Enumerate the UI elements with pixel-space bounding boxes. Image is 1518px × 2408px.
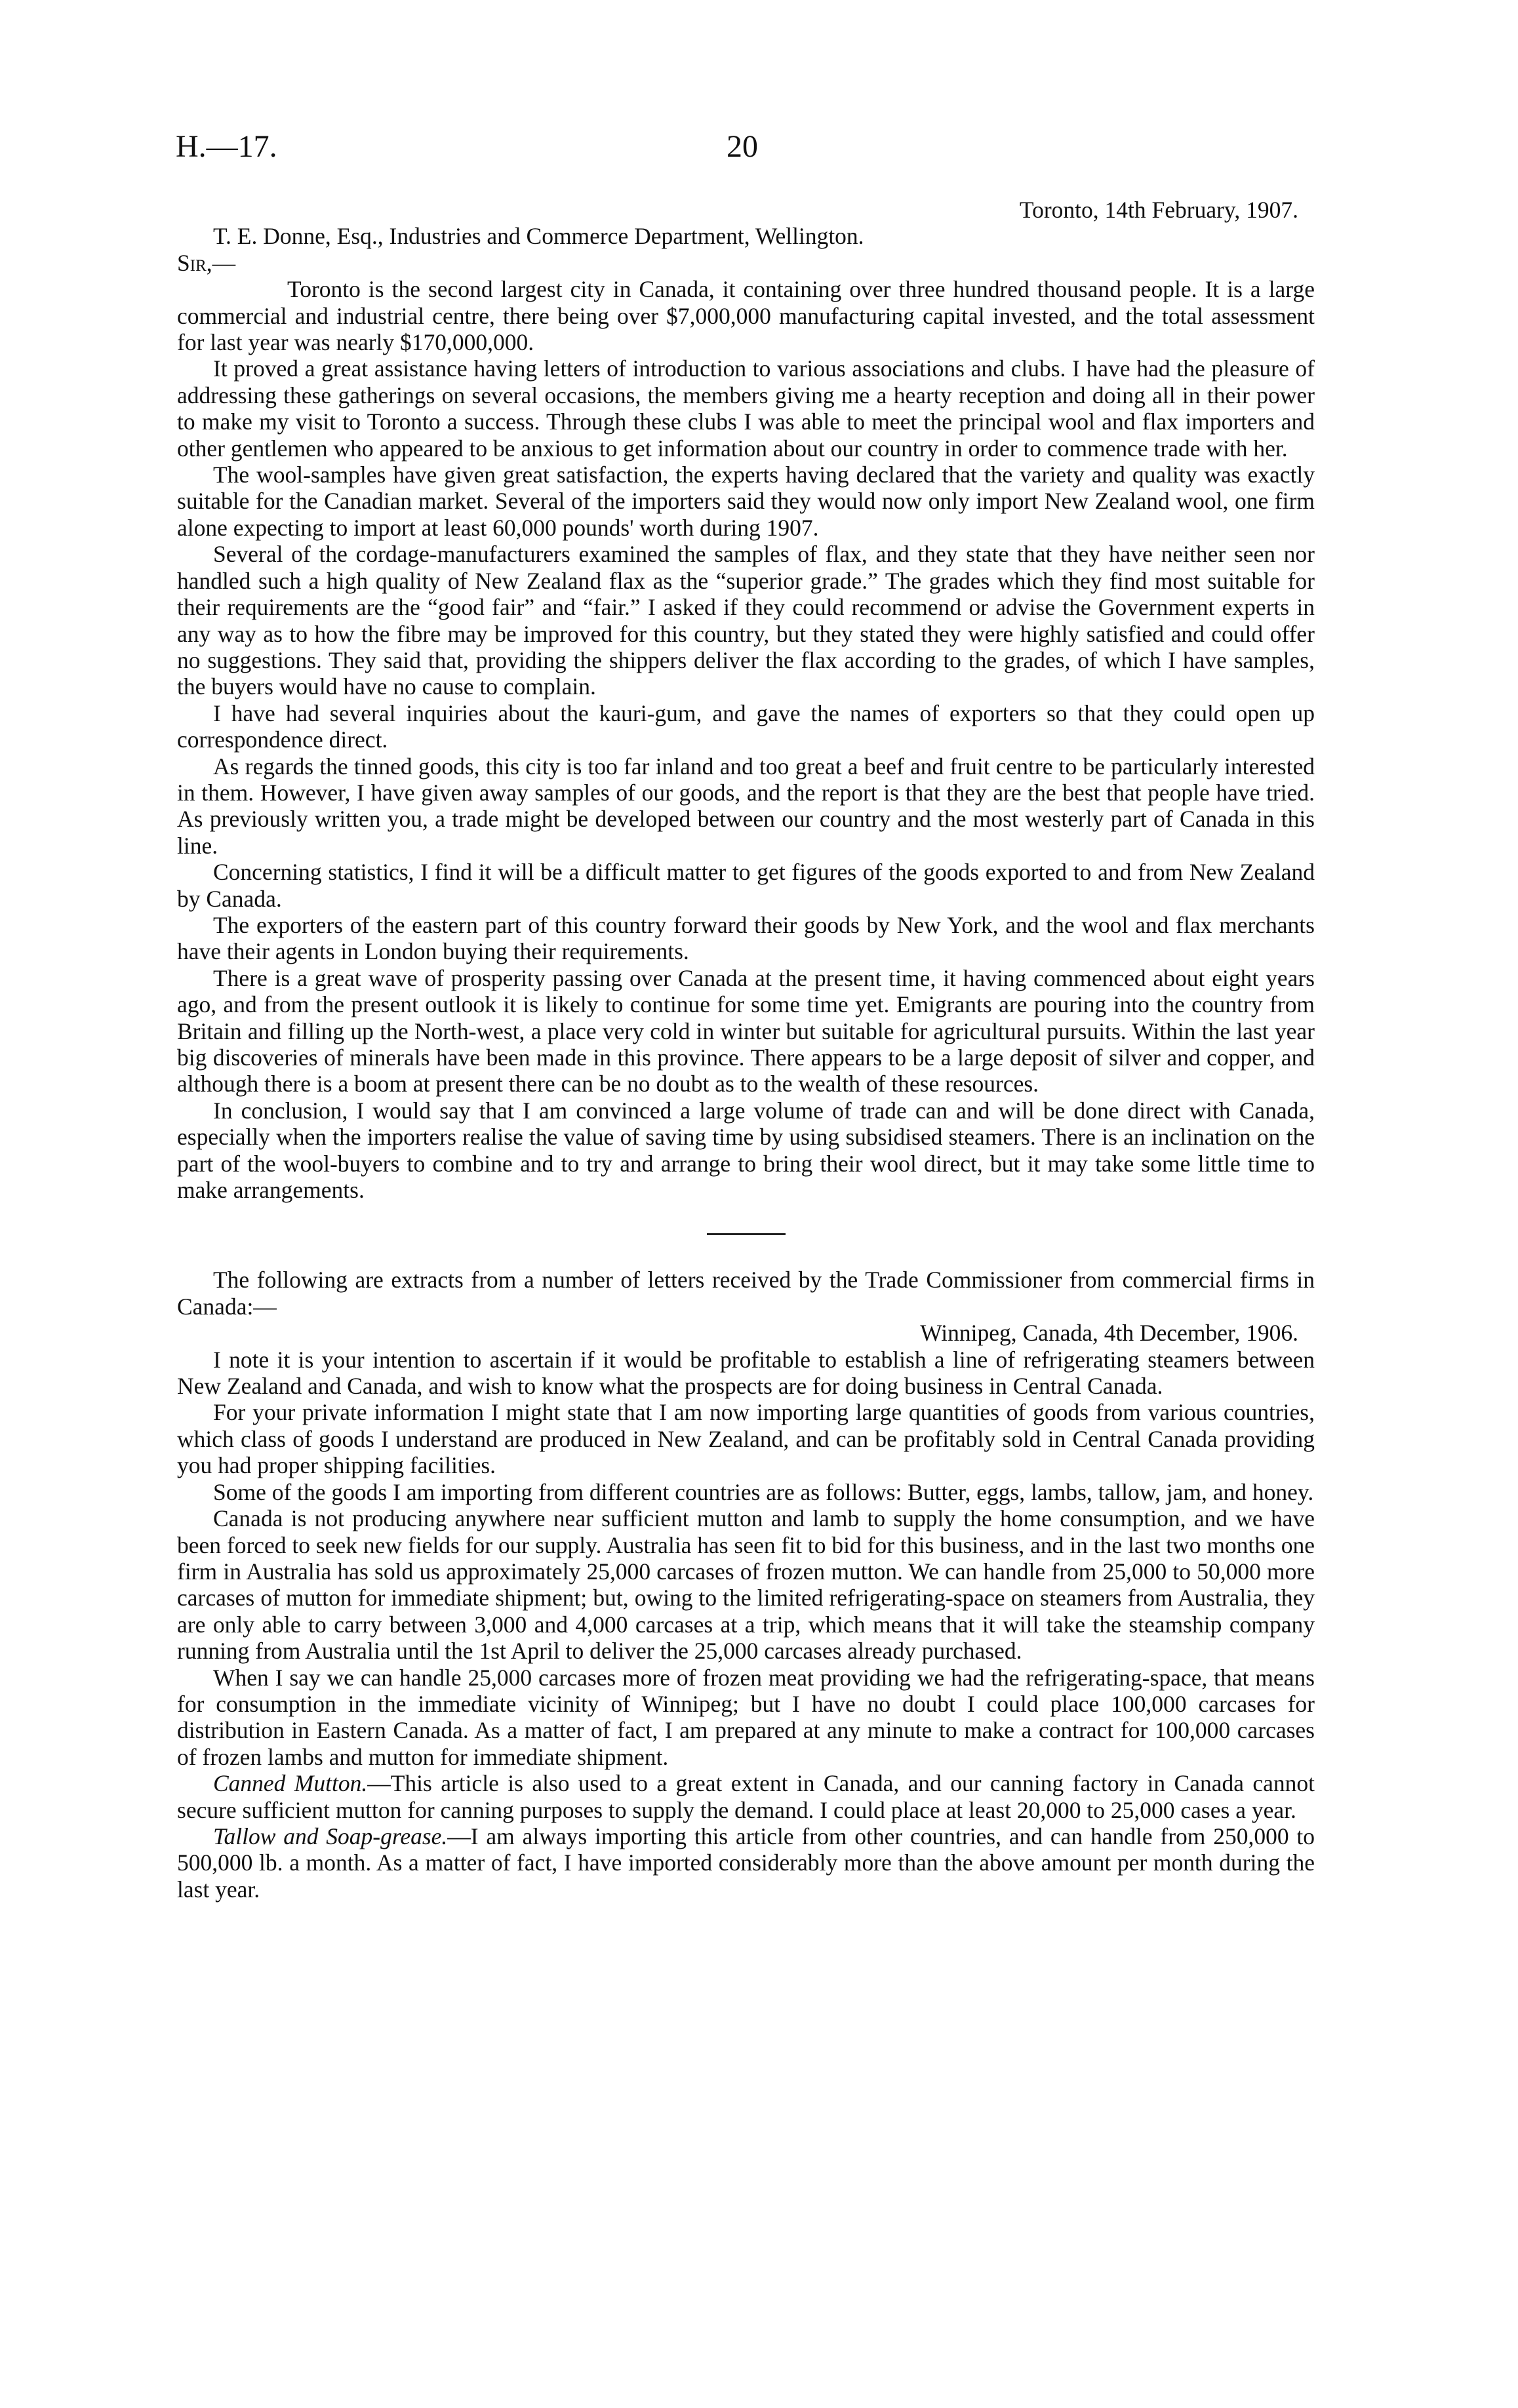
section-divider bbox=[707, 1233, 786, 1235]
paragraph: The wool-samples have given great satisfaction, the experts having declared that the variety and quality was exactly suitable for the Canadian market. Several of the importers said they would now only import New Zealand wool, one firm alone expecting to import at least 60,000 pounds' worth during 1907. bbox=[177, 462, 1315, 541]
paragraph-text: —This article is also used to a great extent in Canada, and our canning factory in Canada cannot secure sufficient mutton for canning purposes to supply the demand. I could place at least 20,000 to 25,000 cases a year. bbox=[177, 1770, 1315, 1823]
letter-salutation: Sir,— bbox=[177, 249, 236, 276]
paragraph: There is a great wave of prosperity passing over Canada at the present time, it having commenced about eight years ago, and from the present outlook it is likely to continue for some time yet. Emigrants are pouring into the country from Britain and filling up the North-west, a place very cold in winter but suitable for agricultural pursuits. Within the last year big discoveries of minerals have been made in this province. There appears to be a large deposit of silver and copper, and although there is a boom at present there can be no doubt as to the wealth of these resources. bbox=[177, 964, 1315, 1097]
page-body bbox=[177, 197, 1315, 1903]
paragraph: I have had several inquiries about the kauri-gum, and gave the names of exporters so that they could open up correspondence direct. bbox=[177, 700, 1315, 753]
extracts-intro: The following are extracts from a number of letters received by the Trade Commissioner from commercial firms in Canada:— bbox=[177, 1267, 1315, 1320]
paragraph: Several of the cordage-manufacturers examined the samples of flax, and they state that they have neither seen nor handled such a high quality of New Zealand flax as the “superior grade.” The grades which they find most suitable for their requirements are the “good fair” and “fair.” I asked if they could recommend or advise the Government experts in any way as to how the fibre may be improved for this country, but they stated they were highly satisfied and could offer no suggestions. They said that, providing the shippers deliver the flax according to the grades, of which I have samples, the buyers would have no cause to complain. bbox=[177, 541, 1315, 700]
paragraph-heading: Canned Mutton. bbox=[213, 1770, 368, 1797]
letter-place-date: Toronto, 14th February, 1907. bbox=[1019, 197, 1298, 223]
paragraph: Concerning statistics, I find it will be a difficult matter to get figures of the goods exported to and from New Zealand by Canada. bbox=[177, 859, 1315, 912]
paragraph: The exporters of the eastern part of this country forward their goods by New York, and the wool and flax merchants have their agents in London buying their requirements. bbox=[177, 911, 1315, 965]
extract-place-date: Winnipeg, Canada, 4th December, 1906. bbox=[920, 1320, 1298, 1347]
paragraph: It proved a great assistance having letters of introduction to various associations and clubs. I have had the pleasure of addressing these gatherings on several occasions, the members giving me a hearty reception and doing all in their power to make my visit to Toronto a success. Through these clubs I was able to meet the principal wool and flax importers and other gentlemen who appeared to be anxious to get information about our country in order to commence trade with her. bbox=[177, 355, 1315, 462]
paragraph: I note it is your intention to ascertain if it would be profitable to establish a line of refrigerating steamers between New Zealand and Canada, and wish to know what the prospects are for doing business in Central Canada. bbox=[177, 1346, 1315, 1400]
paragraph: When I say we can handle 25,000 carcases more of frozen meat providing we had the refrigerating-space, that means for consumption in the immediate vicinity of Winnipeg; but I have no doubt I could place 100,000 carcases for distribution in Eastern Canada. As a matter of fact, I am prepared at any minute to make a contract for 100,000 carcases of frozen lambs and mutton for immediate shipment. bbox=[177, 1664, 1315, 1770]
page-number: 20 bbox=[727, 129, 758, 164]
paragraph: Some of the goods I am importing from different countries are as follows: Butter, eggs, lambs, tallow, jam, and honey. bbox=[213, 1478, 1314, 1505]
letter-toronto bbox=[177, 197, 1315, 1203]
paragraph: For your private information I might state that I am now importing large quantities of goods from various countries, which class of goods I understand are produced in New Zealand, and can be profitably sold in Central Canada providing you had proper shipping facilities. bbox=[177, 1399, 1315, 1479]
letter-addressee: T. E. Donne, Esq., Industries and Commerce Department, Wellington. bbox=[213, 223, 864, 250]
paragraph-tallow bbox=[177, 1823, 1315, 1903]
extracts-section bbox=[177, 1267, 1315, 1903]
paragraph: In conclusion, I would say that I am convinced a large volume of trade can and will be done direct with Canada, especially when the importers realise the value of saving time by using subsidised steamers. There is an inclination on the part of the wool-buyers to combine and to try and arrange to bring their wool direct, but it may take some little time to make arrangements. bbox=[177, 1097, 1315, 1204]
paragraph-heading: Tallow and Soap-grease. bbox=[213, 1823, 448, 1849]
paragraph: Toronto is the second largest city in Canada, it containing over three hundred thousand people. It is a large commercial and industrial centre, there being over $7,000,000 manufacturing capital invested, and the total assessment for last year was nearly $170,000,000. bbox=[177, 276, 1315, 356]
paragraph: Canada is not producing anywhere near sufficient mutton and lamb to supply the home consumption, and we have been forced to seek new fields for our supply. Australia has seen fit to bid for this business, and in the last two months one firm in Australia has sold us approximately 25,000 carcases of frozen mutton. We can handle from 25,000 to 50,000 more carcases of mutton for immediate shipment; but, owing to the limited refrigerating-space on steamers from Australia, they are only able to carry between 3,000 and 4,000 carcases at a trip, which means that it will take the steamship company running from Australia until the 1st April to deliver the 25,000 carcases already purchased. bbox=[177, 1505, 1315, 1665]
document-reference: H.—17. bbox=[176, 129, 277, 164]
paragraph-text: —I am always importing this article from other countries, and can handle from 250,000 to 500,000 lb. a month. As a matter of fact, I have imported considerably more than the above amount per month during the last year. bbox=[177, 1823, 1315, 1903]
paragraph-canned-mutton bbox=[177, 1770, 1315, 1823]
paragraph: As regards the tinned goods, this city is too far inland and too great a beef and fruit centre to be particularly interested in them. However, I have given away samples of our goods, and the report is that they are the best that people have tried. As previously written you, a trade might be developed between our country and the most westerly part of Canada in this line. bbox=[177, 753, 1315, 859]
